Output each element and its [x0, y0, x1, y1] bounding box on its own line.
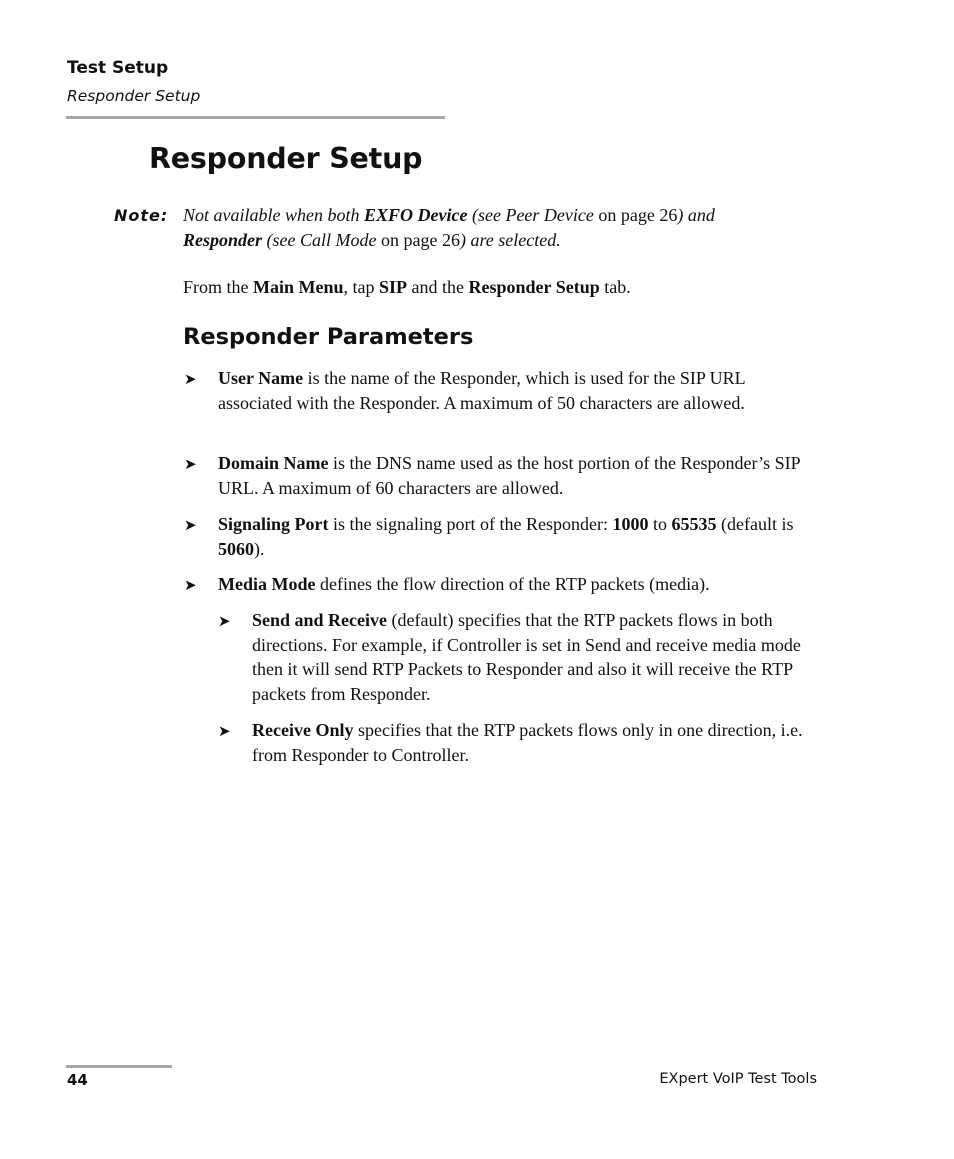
list-item-domain-name: Domain Name is the DNS name used as the host portion of the Responder’s SIP URL. A maximum of 60 characters are allowed.	[218, 453, 800, 498]
bullet-arrow-icon: ➤	[184, 455, 197, 473]
page-title: Responder Setup	[149, 142, 423, 175]
running-header-subsection: Responder Setup	[67, 87, 201, 105]
call-mode-page-link[interactable]: on page 26	[380, 230, 460, 250]
note-text: Not available when both EXFO Device (see Peer Device on page 26) and Responder (see Call Mode on page 26) are selected.	[183, 205, 715, 250]
bullet-arrow-icon: ➤	[184, 370, 197, 388]
list-item-receive-only: Receive Only specifies that the RTP packets flows only in one direction, i.e. from Responder to Controller.	[252, 720, 803, 765]
footer-rule	[66, 1065, 172, 1068]
footer-document-title: EXpert VoIP Test Tools	[659, 1071, 817, 1087]
note-label: Note:	[114, 206, 169, 225]
list-item-send-and-receive: Send and Receive (default) specifies that the RTP packets flows in both directions. For example, if Controller is set in Send and receive media mode then it will send RTP Packets to Responder and also it will receive the RTP packets from Responder.	[252, 610, 801, 704]
header-rule	[66, 116, 445, 119]
list-item-user-name: User Name is the name of the Responder, which is used for the SIP URL associated with the Responder. A maximum of 50 characters are allowed.	[218, 368, 746, 413]
bullet-arrow-icon: ➤	[184, 576, 197, 594]
bullet-arrow-icon: ➤	[218, 612, 231, 630]
intro-paragraph: From the Main Menu, tap SIP and the Responder Setup tab.	[183, 277, 631, 297]
section-heading: Responder Parameters	[183, 324, 474, 350]
list-item-media-mode: Media Mode defines the flow direction of the RTP packets (media).	[218, 574, 710, 594]
bullet-arrow-icon: ➤	[218, 722, 231, 740]
page-number: 44	[67, 1071, 88, 1089]
running-header-section: Test Setup	[67, 58, 169, 78]
list-item-signaling-port: Signaling Port is the signaling port of the Responder: 1000 to 65535 (default is 5060).	[218, 514, 794, 559]
bullet-arrow-icon: ➤	[184, 516, 197, 534]
note-exfo-device: EXFO Device	[363, 205, 468, 225]
peer-device-page-link[interactable]: on page 26	[598, 205, 678, 225]
note-responder: Responder	[183, 230, 263, 250]
